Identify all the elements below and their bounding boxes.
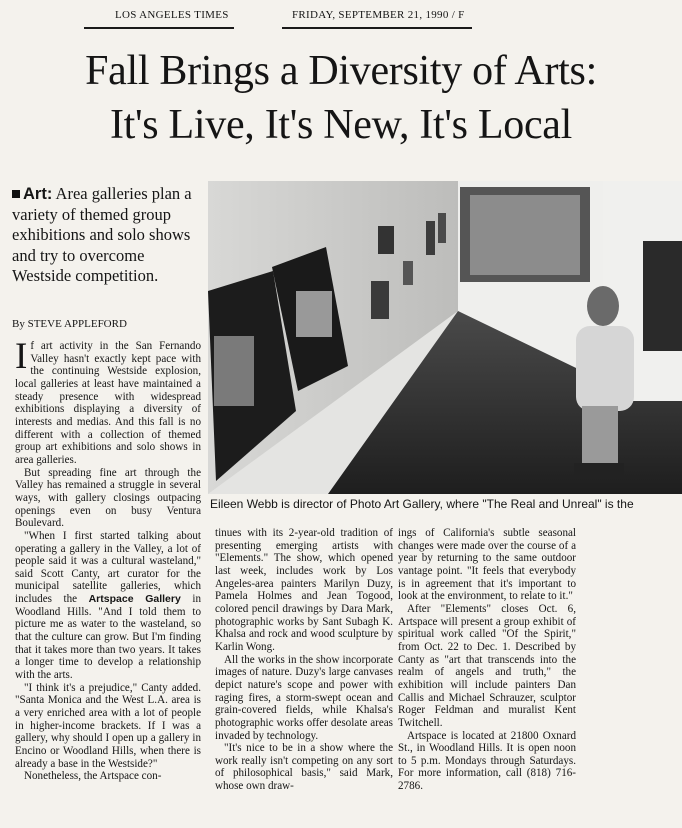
headline-line-2: It's Live, It's New, It's Local [109, 102, 573, 148]
paragraph: tinues with its 2-year-old tradition of presenting emerging artists with "Elements." The show, which opened last week, includes work by Los Angeles-area painters Marilyn Duzy, Pamela Holmes and Jean Togood, colored pencil drawings by Dara Mark, photographic works by Sant Subagh K. Khalsa and rock and wood sculpture by Karlin Wong. [215, 527, 393, 653]
paragraph: ings of California's subtle seasonal changes were made over the course of a year by returning to the same outdoor vantage point. "It feels that everybody is in agreement that it's important to look at the environment, to relate to it." [398, 527, 576, 603]
dropcap: I [15, 336, 28, 377]
gallery-name: Artspace Gallery [88, 593, 181, 606]
byline: By STEVE APPLEFORD [12, 318, 127, 330]
paragraph: Artspace is located at 21800 Oxnard St., in Woodland Hills. It is open noon to 5 p.m. Mondays through Saturdays. For more information, call (818) 716-2786. [398, 729, 576, 793]
deck [12, 184, 192, 287]
paragraph: "I think it's a prejudice," Canty added. "Santa Monica and the West L.A. area is a very enriched area with a lot of people in higher-income brackets. If I was a gallery, why should I open up a gallery in Encino or Woodland Hills, when there is already a base in the Westside?" [15, 681, 201, 770]
headline-line-1: Fall Brings a Diversity of Arts: [85, 48, 597, 94]
article-column-2 [215, 527, 393, 793]
paragraph: But spreading fine art through the Valley has remained a struggle in several ways, with gallery closings outpacing openings even on busy Ventura Boulevard. [15, 466, 201, 530]
article-column-3 [398, 527, 576, 793]
paragraph: "When I first started talking about operating a gallery in the Valley, a lot of people said it was a cultural wasteland," said Scott Canty, art curator for the municipal satellite galleries, which includes the Artspace Gallery in Woodland Hills. "And I told them to picture me as water to the wasteland, so that the culture can grow. But I'm finding that it takes more than two years. It takes a longer time to develop a relationship with the arts. [15, 529, 201, 682]
deck-text: Area galleries plan a variety of themed group exhibitions and solo shows and try to overcome Westside competition. [12, 184, 192, 285]
paragraph: All the works in the show incorporate images of nature. Duzy's large canvases depict nature's scope and power with raging fires, a storm-swept ocean and grain-covered fields, while Khalsa's photographic works offer desolate areas invaded by technology. [215, 653, 393, 742]
bullet-icon [12, 190, 20, 198]
newspaper-name: LOS ANGELES TIMES [115, 9, 229, 21]
photo-caption: Eileen Webb is director of Photo Art Gallery, where "The Real and Unreal" is the [210, 497, 634, 511]
deck-kicker: Art: [23, 185, 53, 203]
masthead-rule-right [282, 27, 472, 29]
paragraph: "It's nice to be in a show where the work really isn't competing on any sort of philosophical basis," said Mark, whose own draw- [215, 742, 393, 793]
paragraph: Nonetheless, the Artspace con- [24, 770, 162, 783]
gallery-photo [208, 181, 682, 494]
article-column-1 [15, 336, 201, 783]
photo-illustration [208, 181, 682, 494]
masthead-rule-left [84, 27, 234, 29]
paragraph: If art activity in the San Fernando Valley hasn't exactly kept pace with the continuing Westside explosion, local galleries at least have maintained a steady presence with widespread exhibitions displaying a diversity of interests and medias. And this fall is no different with a collection of themed group art exhibitions and solo shows in area galleries. [15, 336, 201, 466]
dateline: FRIDAY, SEPTEMBER 21, 1990 / F [292, 9, 465, 21]
paragraph: After "Elements" closes Oct. 6, Artspace will present a group exhibit of spiritual work called "Of the Spirit," from Oct. 22 to Dec. 1. Described by Canty as "art that transcends into the realm of angels and truth," the exhibition will include painters Dan Callis and Michael Schrauzer, sculptor Roger Feldman and muralist Kent Twitchell. [398, 602, 576, 729]
